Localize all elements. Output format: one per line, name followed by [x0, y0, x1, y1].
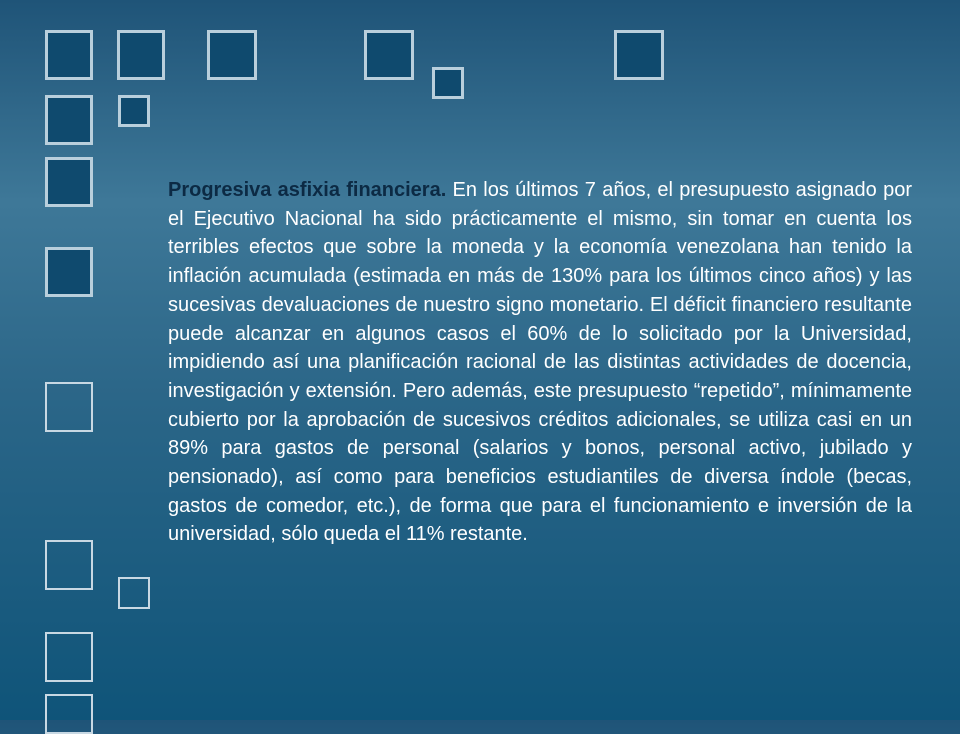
- decorative-square: [45, 247, 93, 297]
- decorative-square: [45, 30, 93, 80]
- decorative-square: [118, 577, 150, 609]
- decorative-square: [45, 157, 93, 207]
- decorative-square: [118, 95, 150, 127]
- paragraph-lead: Progresiva asfixia financiera.: [168, 179, 447, 201]
- body-paragraph: [168, 176, 912, 610]
- decorative-square: [614, 30, 664, 80]
- decorative-square: [45, 694, 93, 734]
- decorative-square: [45, 382, 93, 432]
- decorative-square: [45, 95, 93, 145]
- decorative-square: [117, 30, 165, 80]
- decorative-square: [364, 30, 414, 80]
- paragraph-body: En los últimos 7 años, el presupuesto asignado por el Ejecutivo Nacional ha sido prácticamente el mismo, sin tomar en cuenta los terribles efectos que sobre la moneda y la economía venezolana han tenido la inflación acumulada (estimada en más de 130% para los últimos cinco años) y las sucesivas devaluaciones de nuestro signo monetario. El déficit financiero resultante puede alcanzar en algunos casos el 60% de lo solicitado por la Universidad, impidiendo así una planificación racional de las distintas actividades de docencia, investigación y extensión. Pero además, este presupuesto “repetido”, mínimamente cubierto por la aprobación de sucesivos créditos adicionales, se utiliza casi en un 89% para gastos de personal (salarios y bonos, personal activo, jubilado y pensionado), así como para beneficios estudiantiles de diversa índole (becas, gastos de comedor, etc.), de forma que para el funcionamiento e inversión de la universidad, sólo queda el 11% restante.: [168, 179, 912, 546]
- decorative-square: [45, 540, 93, 590]
- decorative-square: [45, 632, 93, 682]
- decorative-square: [207, 30, 257, 80]
- decorative-square: [432, 67, 464, 99]
